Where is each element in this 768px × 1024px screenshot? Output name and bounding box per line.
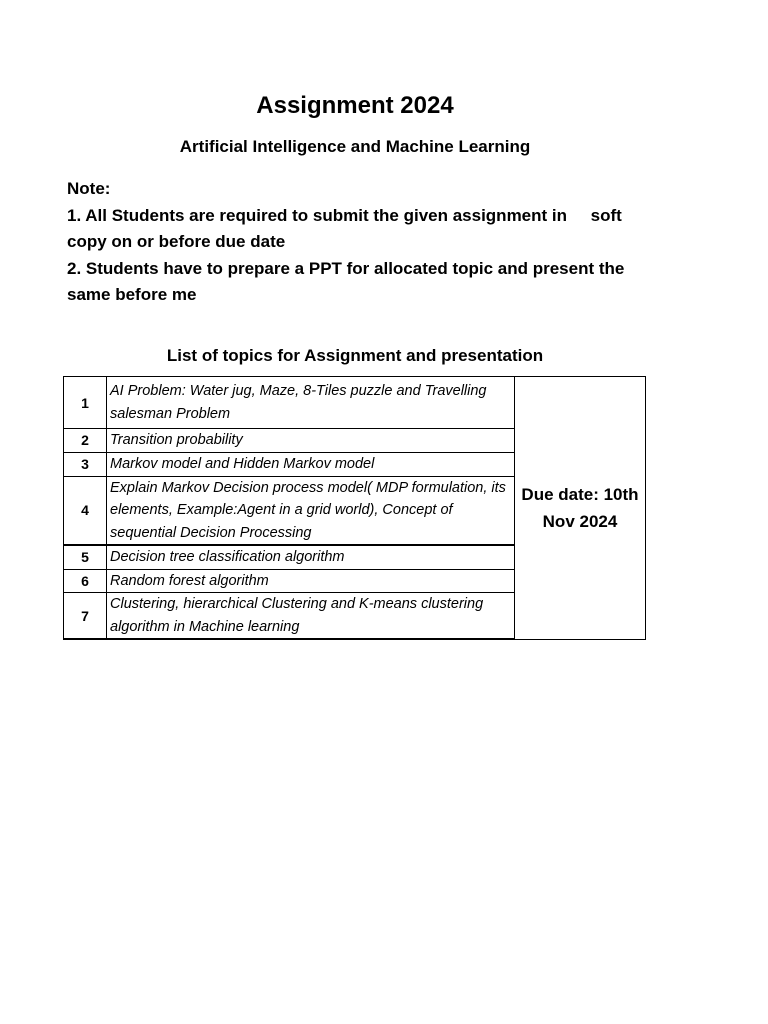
topic-text: Markov model and Hidden Markov model <box>107 452 515 476</box>
topic-number: 2 <box>64 429 107 453</box>
note-heading: Note: <box>67 179 111 198</box>
topics-table <box>63 376 646 640</box>
topic-number: 4 <box>64 476 107 545</box>
topic-text: AI Problem: Water jug, Maze, 8-Tiles puzzle and Travelling salesman Problem <box>107 377 515 429</box>
topics-list-heading: List of topics for Assignment and presentation <box>166 346 544 365</box>
topic-number: 1 <box>64 377 107 429</box>
topic-text: Explain Markov Decision process model( MDP formulation, its elements, Example:Agent in a grid world), Concept of sequential Decision Processing <box>107 476 515 545</box>
note-item-2: 2. Students have to prepare a PPT for allocated topic and present the same before me <box>67 258 625 304</box>
course-name: Artificial Intelligence and Machine Learning <box>179 137 531 156</box>
topic-number: 6 <box>64 569 107 593</box>
note-item-1: 1. All Students are required to submit the given assignment in soft copy on or before due date <box>67 205 627 251</box>
topic-text: Random forest algorithm <box>107 569 515 593</box>
table-row <box>64 377 646 429</box>
notes-section <box>67 176 652 309</box>
topic-text: Decision tree classification algorithm <box>107 545 515 569</box>
topic-number: 5 <box>64 545 107 569</box>
topic-number: 3 <box>64 452 107 476</box>
topic-text: Clustering, hierarchical Clustering and K-means clustering algorithm in Machine learning <box>107 593 515 640</box>
due-date-cell: Due date: 10th Nov 2024 <box>515 377 646 640</box>
topic-text: Transition probability <box>107 429 515 453</box>
topic-number: 7 <box>64 593 107 640</box>
document-title: Assignment 2024 <box>256 92 454 119</box>
